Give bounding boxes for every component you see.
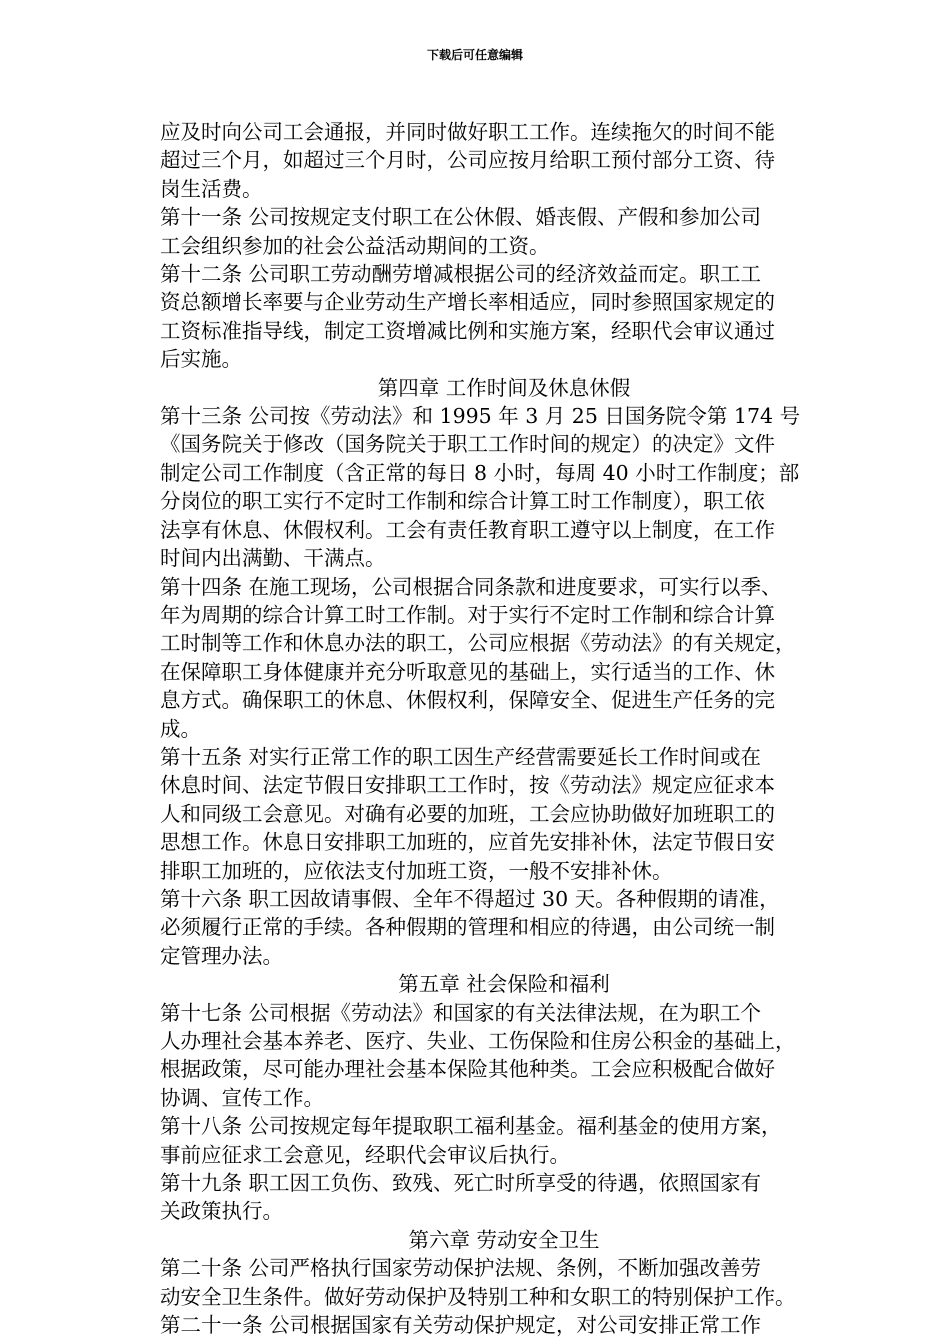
text-line: 分岗位的职工实行不定时工作制和综合计算工时工作制度），职工依 [160, 489, 765, 514]
text-line: 必须履行正常的手续。各种假期的管理和相应的待遇，由公司统一制 [160, 915, 775, 940]
text-line: 年为周期的综合计算工时工作制。对于实行不定时工作制和综合计算 [160, 602, 775, 627]
text-line: 人和同级工会意见。对确有必要的加班，工会应协助做好加班职工的 [160, 801, 775, 826]
text-line: 第十四条 在施工现场，公司根据合同条款和进度要求，可实行以季、 [160, 574, 782, 599]
chapter-heading: 第六章 劳动安全卫生 [408, 1227, 600, 1252]
text-line: 应及时向公司工会通报，并同时做好职工工作。连续拖欠的时间不能 [160, 120, 775, 144]
chapter-heading: 第五章 社会保险和福利 [398, 972, 610, 997]
text-line: 关政策执行。 [160, 1199, 283, 1224]
text-line: 第十三条 公司按《劳动法》和 1995 年 3 月 25 日国务院令第 174 号 [160, 404, 801, 429]
text-line: 第十一条 公司按规定支付职工在公休假、婚丧假、产假和参加公司 [160, 205, 762, 230]
text-line: 后实施。 [160, 347, 242, 372]
text-line: 人办理社会基本养老、医疗、失业、工伤保险和住房公积金的基础上， [160, 1029, 796, 1053]
text-line: 息方式。确保职工的休息、休假权利，保障安全、促进生产任务的完 [160, 688, 775, 713]
text-line: 工会组织参加的社会公益活动期间的工资。 [160, 233, 550, 258]
text-line: 第十六条 职工因故请事假、全年不得超过 30 天。各种假期的请准， [160, 886, 780, 911]
text-line: 资总额增长率要与企业劳动生产增长率相适应，同时参照国家规定的 [160, 290, 775, 315]
text-line: 法享有休息、休假权利。工会有责任教育职工遵守以上制度，在工作 [160, 517, 775, 542]
text-line: 第十九条 职工因工负伤、致残、死亡时所享受的待遇，依照国家有 [160, 1171, 762, 1196]
text-line: 根据政策，尽可能办理社会基本保险其他种类。工会应积极配合做好 [160, 1057, 775, 1082]
text-line: 休息时间、法定节假日安排职工工作时，按《劳动法》规定应征求本 [160, 773, 775, 798]
text-line: 第十七条 公司根据《劳动法》和国家的有关法律法规，在为职工个 [160, 1000, 762, 1025]
text-line: 定管理办法。 [160, 943, 283, 968]
text-line: 工资标准指导线，制定工资增减比例和实施方案，经职代会审议通过 [160, 318, 775, 343]
text-line: 排职工加班的，应依法支付加班工资，一般不安排补休。 [160, 858, 673, 883]
text-line: 工时制等工作和休息办法的职工，公司应根据《劳动法》的有关规定， [160, 631, 796, 656]
text-line: 在保障职工身体健康并充分听取意见的基础上，实行适当的工作、休 [160, 659, 775, 684]
text-line: 《国务院关于修改（国务院关于职工工作时间的规定）的决定》文件 [160, 432, 775, 457]
header-note: 下载后可任意编辑 [426, 48, 523, 62]
text-line: 第十五条 对实行正常工作的职工因生产经营需要延长工作时间或在 [160, 744, 762, 769]
text-line: 协调、宣传工作。 [160, 1085, 324, 1110]
text-line: 超过三个月，如超过三个月时，公司应按月给职工预付部分工资、待 [160, 148, 775, 173]
chapter-heading: 第四章 工作时间及休息休假 [377, 375, 631, 400]
text-line: 第二十一条 公司根据国家有关劳动保护规定，对公司安排正常工作 [160, 1313, 762, 1338]
text-line: 成。 [160, 716, 201, 741]
text-line: 第二十条 公司严格执行国家劳动保护法规、条例，不断加强改善劳 [160, 1256, 762, 1281]
text-line: 事前应征求工会意见，经职代会审议后执行。 [160, 1142, 570, 1167]
text-line: 第十二条 公司职工劳动酬劳增减根据公司的经济效益而定。职工工 [160, 262, 762, 287]
text-line: 动安全卫生条件。做好劳动保护及特别工种和女职工的特别保护工作。 [160, 1284, 796, 1309]
document-body [160, 118, 848, 1339]
text-line: 时间内出满勤、干满点。 [160, 546, 386, 571]
text-line: 制定公司工作制度（含正常的每日 8 小时，每周 40 小时工作制度；部 [160, 460, 800, 485]
text-line: 思想工作。休息日安排职工加班的，应首先安排补休，法定节假日安 [160, 830, 775, 855]
text-line: 岗生活费。 [160, 176, 263, 201]
text-line: 第十八条 公司按规定每年提取职工福利基金。福利基金的使用方案， [160, 1114, 782, 1139]
